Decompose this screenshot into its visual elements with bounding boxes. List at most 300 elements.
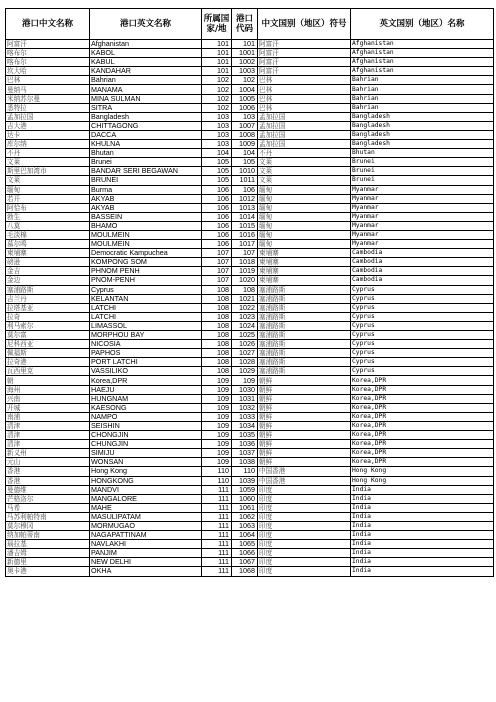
port-chinese-name-cell: 元山	[6, 458, 90, 467]
port-code-cell: 1032	[232, 403, 258, 412]
country-english-cell: Bhutan	[351, 149, 494, 158]
country-english-cell: Cyprus	[351, 285, 494, 294]
table-row	[6, 285, 494, 294]
port-english-name-cell: Bangladesh	[90, 112, 202, 121]
country-english-cell: Korea,DPR	[351, 385, 494, 394]
table-body	[6, 40, 494, 577]
header-country-english: 英文国别（地区）名称	[351, 9, 494, 40]
country-code-cell: 109	[202, 394, 232, 403]
port-code-cell: 1023	[232, 312, 258, 321]
port-code-cell: 1064	[232, 531, 258, 540]
port-code-cell: 1026	[232, 340, 258, 349]
port-chinese-name-cell: 清津	[6, 431, 90, 440]
port-english-name-cell: LIMASSOL	[90, 321, 202, 330]
port-code-cell: 1011	[232, 176, 258, 185]
port-english-name-cell: LATCHI	[90, 303, 202, 312]
country-code-cell: 106	[202, 240, 232, 249]
country-code-cell: 109	[202, 412, 232, 421]
port-english-name-cell: MAHE	[90, 503, 202, 512]
port-chinese-name-cell: 斯里巴加湾市	[6, 167, 90, 176]
country-chinese-cell: 巴林	[258, 76, 351, 85]
country-english-cell: Myanmar	[351, 212, 494, 221]
port-english-name-cell: AKYAB	[90, 203, 202, 212]
country-code-cell: 108	[202, 285, 232, 294]
country-code-cell: 111	[202, 485, 232, 494]
table-row	[6, 212, 494, 221]
country-chinese-cell: 缅甸	[258, 203, 351, 212]
port-chinese-name-cell: 米纳苏尔曼	[6, 94, 90, 103]
country-english-cell: India	[351, 521, 494, 530]
port-english-name-cell: KAESONG	[90, 403, 202, 412]
port-code-table	[5, 8, 494, 577]
country-code-cell: 107	[202, 249, 232, 258]
country-english-cell: Afghanistan	[351, 67, 494, 76]
country-chinese-cell: 塞浦路斯	[258, 321, 351, 330]
port-english-name-cell: PNOM-PENH	[90, 276, 202, 285]
country-english-cell: Myanmar	[351, 230, 494, 239]
country-english-cell: Myanmar	[351, 185, 494, 194]
port-english-name-cell: BRUNEI	[90, 176, 202, 185]
table-row	[6, 121, 494, 130]
country-code-cell: 106	[202, 203, 232, 212]
country-chinese-cell: 塞浦路斯	[258, 367, 351, 376]
port-chinese-name-cell: 朝	[6, 376, 90, 385]
country-chinese-cell: 缅甸	[258, 194, 351, 203]
table-row	[6, 240, 494, 249]
country-english-cell: Cyprus	[351, 321, 494, 330]
port-chinese-name-cell: 奥卡港	[6, 567, 90, 576]
country-code-cell: 103	[202, 121, 232, 130]
country-english-cell: Korea,DPR	[351, 440, 494, 449]
country-code-cell: 108	[202, 294, 232, 303]
port-english-name-cell: NEW DELHI	[90, 558, 202, 567]
port-code-cell: 1035	[232, 431, 258, 440]
port-english-name-cell: CHITTAGONG	[90, 121, 202, 130]
country-english-cell: Cyprus	[351, 312, 494, 321]
port-code-cell: 1005	[232, 94, 258, 103]
table-row	[6, 85, 494, 94]
country-code-cell: 106	[202, 212, 232, 221]
country-english-cell: Bahrian	[351, 76, 494, 85]
port-code-cell: 1015	[232, 221, 258, 230]
port-english-name-cell: DACCA	[90, 130, 202, 139]
country-english-cell: Brunei	[351, 167, 494, 176]
port-english-name-cell: KANDAHAR	[90, 67, 202, 76]
country-english-cell: Cyprus	[351, 303, 494, 312]
country-english-cell: Afghanistan	[351, 40, 494, 49]
country-english-cell: India	[351, 558, 494, 567]
port-chinese-name-cell: 柬埔寨	[6, 249, 90, 258]
port-english-name-cell: CHUNGJIN	[90, 440, 202, 449]
port-chinese-name-cell: 文莱	[6, 176, 90, 185]
port-chinese-name-cell: 曼德维	[6, 485, 90, 494]
port-chinese-name-cell: 南浦	[6, 412, 90, 421]
port-chinese-name-cell: 马苏利帕特南	[6, 512, 90, 521]
port-english-name-cell: Korea,DPR	[90, 376, 202, 385]
port-english-name-cell: MORMUGAO	[90, 521, 202, 530]
port-chinese-name-cell: 文莱	[6, 158, 90, 167]
port-code-cell: 1012	[232, 194, 258, 203]
country-chinese-cell: 塞浦路斯	[258, 294, 351, 303]
port-code-cell: 1003	[232, 67, 258, 76]
port-chinese-name-cell: 巴林	[6, 76, 90, 85]
table-row	[6, 494, 494, 503]
country-chinese-cell: 中国香港	[258, 467, 351, 476]
table-row	[6, 103, 494, 112]
country-english-cell: India	[351, 540, 494, 549]
country-english-cell: Cambodia	[351, 267, 494, 276]
port-code-cell: 1019	[232, 267, 258, 276]
table-row	[6, 394, 494, 403]
table-row	[6, 167, 494, 176]
port-chinese-name-cell: 金吉	[6, 267, 90, 276]
country-chinese-cell: 不丹	[258, 149, 351, 158]
table-row	[6, 412, 494, 421]
country-code-cell: 111	[202, 512, 232, 521]
country-code-cell: 104	[202, 149, 232, 158]
port-code-cell: 1016	[232, 230, 258, 239]
country-chinese-cell: 孟加拉国	[258, 130, 351, 139]
port-chinese-name-cell: 拉奇港	[6, 358, 90, 367]
country-code-cell: 108	[202, 349, 232, 358]
port-code-cell: 101	[232, 40, 258, 49]
port-code-cell: 1061	[232, 503, 258, 512]
port-english-name-cell: Brunei	[90, 158, 202, 167]
port-chinese-name-cell: 慕尔鸣	[6, 240, 90, 249]
country-english-cell: Cambodia	[351, 249, 494, 258]
country-code-cell: 107	[202, 267, 232, 276]
country-english-cell: Myanmar	[351, 203, 494, 212]
port-chinese-name-cell: 利马索尔	[6, 321, 90, 330]
table-row	[6, 567, 494, 576]
port-english-name-cell: MORPHOU BAY	[90, 331, 202, 340]
port-english-name-cell: HONGKONG	[90, 476, 202, 485]
table-row	[6, 221, 494, 230]
country-chinese-cell: 文莱	[258, 158, 351, 167]
country-english-cell: Bahrian	[351, 103, 494, 112]
port-english-name-cell: MOULMEIN	[90, 230, 202, 239]
country-english-cell: Afghanistan	[351, 58, 494, 67]
table-row	[6, 440, 494, 449]
country-chinese-cell: 塞浦路斯	[258, 349, 351, 358]
port-chinese-name-cell: 佩福斯	[6, 349, 90, 358]
port-english-name-cell: HUNGNAM	[90, 394, 202, 403]
port-chinese-name-cell: 曼纳马	[6, 85, 90, 94]
port-code-cell: 1009	[232, 140, 258, 149]
country-chinese-cell: 塞浦路斯	[258, 312, 351, 321]
table-row	[6, 203, 494, 212]
port-chinese-name-cell: 塞浦路斯	[6, 285, 90, 294]
country-chinese-cell: 朝鲜	[258, 376, 351, 385]
country-code-cell: 110	[202, 476, 232, 485]
port-chinese-name-cell: 孟加拉国	[6, 112, 90, 121]
country-code-cell: 109	[202, 449, 232, 458]
country-code-cell: 102	[202, 94, 232, 103]
port-code-cell: 1063	[232, 521, 258, 530]
country-chinese-cell: 印度	[258, 485, 351, 494]
country-chinese-cell: 塞浦路斯	[258, 331, 351, 340]
port-english-name-cell: SEISHIN	[90, 421, 202, 430]
table-row	[6, 403, 494, 412]
country-chinese-cell: 缅甸	[258, 185, 351, 194]
table-row	[6, 40, 494, 49]
country-chinese-cell: 柬埔寨	[258, 249, 351, 258]
country-english-cell: Cyprus	[351, 367, 494, 376]
port-english-name-cell: CHONGJIN	[90, 431, 202, 440]
country-code-cell: 110	[202, 467, 232, 476]
country-english-cell: Hong Kong	[351, 476, 494, 485]
port-english-name-cell: KELANTAN	[90, 294, 202, 303]
country-english-cell: Korea,DPR	[351, 376, 494, 385]
port-chinese-name-cell: 缅甸	[6, 185, 90, 194]
country-chinese-cell: 孟加拉国	[258, 140, 351, 149]
country-chinese-cell: 朝鲜	[258, 394, 351, 403]
country-code-cell: 101	[202, 58, 232, 67]
port-english-name-cell: PAPHOS	[90, 349, 202, 358]
port-code-cell: 1017	[232, 240, 258, 249]
port-english-name-cell: MASULIPATAM	[90, 512, 202, 521]
country-chinese-cell: 印度	[258, 531, 351, 540]
country-english-cell: Bangladesh	[351, 121, 494, 130]
table-row	[6, 449, 494, 458]
table-row	[6, 276, 494, 285]
country-code-cell: 109	[202, 458, 232, 467]
country-chinese-cell: 文莱	[258, 167, 351, 176]
port-code-cell: 1025	[232, 331, 258, 340]
table-row	[6, 267, 494, 276]
country-code-cell: 102	[202, 76, 232, 85]
header-port-english-name: 港口英文名称	[90, 9, 202, 40]
header-port-code: 港口代码	[232, 9, 258, 40]
port-english-name-cell: KABOL	[90, 49, 202, 58]
country-english-cell: India	[351, 485, 494, 494]
country-english-cell: Cyprus	[351, 331, 494, 340]
country-code-cell: 108	[202, 358, 232, 367]
country-code-cell: 109	[202, 385, 232, 394]
port-english-name-cell: SIMIJU	[90, 449, 202, 458]
country-english-cell: Korea,DPR	[351, 412, 494, 421]
table-row	[6, 94, 494, 103]
table-row	[6, 367, 494, 376]
country-code-cell: 111	[202, 494, 232, 503]
port-chinese-name-cell: 新德里	[6, 558, 90, 567]
country-chinese-cell: 朝鲜	[258, 421, 351, 430]
port-code-cell: 1033	[232, 412, 258, 421]
table-row	[6, 340, 494, 349]
port-english-name-cell: Bhutan	[90, 149, 202, 158]
country-chinese-cell: 朝鲜	[258, 403, 351, 412]
country-english-cell: Bahrian	[351, 94, 494, 103]
port-english-name-cell: Democratic Kampuchea	[90, 249, 202, 258]
country-code-cell: 109	[202, 431, 232, 440]
port-english-name-cell: OKHA	[90, 567, 202, 576]
country-code-cell: 105	[202, 167, 232, 176]
port-code-cell: 1018	[232, 258, 258, 267]
country-code-cell: 102	[202, 85, 232, 94]
country-chinese-cell: 朝鲜	[258, 458, 351, 467]
country-code-cell: 103	[202, 140, 232, 149]
port-chinese-name-cell: 阿富汗	[6, 40, 90, 49]
country-english-cell: Cyprus	[351, 349, 494, 358]
port-chinese-name-cell: 阿恰布	[6, 203, 90, 212]
port-english-name-cell: NICOSIA	[90, 340, 202, 349]
table-row	[6, 76, 494, 85]
country-code-cell: 101	[202, 49, 232, 58]
country-english-cell: India	[351, 512, 494, 521]
country-chinese-cell: 缅甸	[258, 240, 351, 249]
port-english-name-cell: KOMPONG SOM	[90, 258, 202, 267]
country-english-cell: Brunei	[351, 176, 494, 185]
port-english-name-cell: PHNOM PENH	[90, 267, 202, 276]
port-code-cell: 1006	[232, 103, 258, 112]
country-chinese-cell: 塞浦路斯	[258, 285, 351, 294]
country-english-cell: Cambodia	[351, 276, 494, 285]
country-code-cell: 109	[202, 440, 232, 449]
country-code-cell: 107	[202, 258, 232, 267]
table-row	[6, 521, 494, 530]
port-english-name-cell: KABUL	[90, 58, 202, 67]
header-row	[6, 9, 494, 40]
country-code-cell: 106	[202, 230, 232, 239]
country-code-cell: 108	[202, 303, 232, 312]
port-code-cell: 1007	[232, 121, 258, 130]
country-chinese-cell: 缅甸	[258, 212, 351, 221]
port-code-cell: 1065	[232, 540, 258, 549]
port-english-name-cell: NAVLAKHI	[90, 540, 202, 549]
port-chinese-name-cell: 吉兰丹	[6, 294, 90, 303]
country-chinese-cell: 孟加拉国	[258, 112, 351, 121]
country-code-cell: 103	[202, 130, 232, 139]
port-code-cell: 1022	[232, 303, 258, 312]
country-english-cell: India	[351, 567, 494, 576]
port-english-name-cell: MINA SULMAN	[90, 94, 202, 103]
country-chinese-cell: 巴林	[258, 94, 351, 103]
port-code-cell: 1059	[232, 485, 258, 494]
table-row	[6, 194, 494, 203]
port-code-cell: 1039	[232, 476, 258, 485]
port-chinese-name-cell: 若开	[6, 194, 90, 203]
country-code-cell: 101	[202, 67, 232, 76]
port-chinese-name-cell: 香港	[6, 467, 90, 476]
country-chinese-cell: 阿富汗	[258, 40, 351, 49]
table-row	[6, 140, 494, 149]
country-code-cell: 105	[202, 176, 232, 185]
country-chinese-cell: 朝鲜	[258, 440, 351, 449]
country-english-cell: Bahrian	[351, 85, 494, 94]
port-english-name-cell: Burma	[90, 185, 202, 194]
country-code-cell: 108	[202, 331, 232, 340]
port-chinese-name-cell: 芒格洛尔	[6, 494, 90, 503]
port-english-name-cell: Cyprus	[90, 285, 202, 294]
country-code-cell: 102	[202, 103, 232, 112]
table-row	[6, 249, 494, 258]
port-english-name-cell: VASSILIKO	[90, 367, 202, 376]
port-chinese-name-cell: 香港	[6, 476, 90, 485]
port-code-cell: 1027	[232, 349, 258, 358]
port-english-name-cell: MANAMA	[90, 85, 202, 94]
port-english-name-cell: BHAMO	[90, 221, 202, 230]
country-english-cell: Bangladesh	[351, 130, 494, 139]
port-code-cell: 1066	[232, 549, 258, 558]
country-chinese-cell: 文莱	[258, 176, 351, 185]
port-code-cell: 1021	[232, 294, 258, 303]
port-code-cell: 106	[232, 185, 258, 194]
port-code-cell: 1038	[232, 458, 258, 467]
port-chinese-name-cell: 纳加帕蒂南	[6, 531, 90, 540]
port-chinese-name-cell: 清津	[6, 421, 90, 430]
country-english-cell: Cyprus	[351, 340, 494, 349]
table-row	[6, 294, 494, 303]
port-code-cell: 1004	[232, 85, 258, 94]
port-code-cell: 1031	[232, 394, 258, 403]
country-code-cell: 107	[202, 276, 232, 285]
port-chinese-name-cell: 达卡	[6, 130, 90, 139]
country-code-cell: 111	[202, 521, 232, 530]
table-row	[6, 321, 494, 330]
country-chinese-cell: 印度	[258, 494, 351, 503]
port-code-cell: 104	[232, 149, 258, 158]
country-english-cell: Cyprus	[351, 294, 494, 303]
port-chinese-name-cell: 吉大港	[6, 121, 90, 130]
country-code-cell: 103	[202, 112, 232, 121]
port-english-name-cell: WONSAN	[90, 458, 202, 467]
country-chinese-cell: 印度	[258, 549, 351, 558]
country-code-cell: 108	[202, 367, 232, 376]
country-english-cell: Korea,DPR	[351, 431, 494, 440]
country-chinese-cell: 柬埔寨	[258, 267, 351, 276]
country-code-cell: 111	[202, 503, 232, 512]
table-row	[6, 540, 494, 549]
port-chinese-name-cell: 喀布尔	[6, 49, 90, 58]
country-english-cell: Korea,DPR	[351, 421, 494, 430]
port-code-cell: 105	[232, 158, 258, 167]
table-row	[6, 512, 494, 521]
port-code-cell: 102	[232, 76, 258, 85]
country-chinese-cell: 阿富汗	[258, 49, 351, 58]
port-code-cell: 110	[232, 467, 258, 476]
country-chinese-cell: 孟加拉国	[258, 121, 351, 130]
country-chinese-cell: 印度	[258, 512, 351, 521]
port-chinese-name-cell: 不丹	[6, 149, 90, 158]
port-code-cell: 1037	[232, 449, 258, 458]
country-chinese-cell: 印度	[258, 567, 351, 576]
port-english-name-cell: MANGALORE	[90, 494, 202, 503]
country-code-cell: 106	[202, 221, 232, 230]
country-chinese-cell: 印度	[258, 503, 351, 512]
table-row	[6, 312, 494, 321]
port-code-cell: 1001	[232, 49, 258, 58]
country-english-cell: Korea,DPR	[351, 449, 494, 458]
table-row	[6, 376, 494, 385]
header-country-code: 所属国家/地	[202, 9, 232, 40]
country-english-cell: Bangladesh	[351, 112, 494, 121]
table-row	[6, 130, 494, 139]
port-code-cell: 109	[232, 376, 258, 385]
table-row	[6, 303, 494, 312]
country-english-cell: Myanmar	[351, 194, 494, 203]
table-row	[6, 176, 494, 185]
country-code-cell: 108	[202, 321, 232, 330]
country-code-cell: 108	[202, 340, 232, 349]
country-english-cell: Myanmar	[351, 221, 494, 230]
country-code-cell: 109	[202, 376, 232, 385]
country-chinese-cell: 印度	[258, 540, 351, 549]
country-chinese-cell: 朝鲜	[258, 431, 351, 440]
country-chinese-cell: 朝鲜	[258, 385, 351, 394]
table-row	[6, 431, 494, 440]
country-english-cell: Cyprus	[351, 358, 494, 367]
port-chinese-name-cell: 兴南	[6, 394, 90, 403]
